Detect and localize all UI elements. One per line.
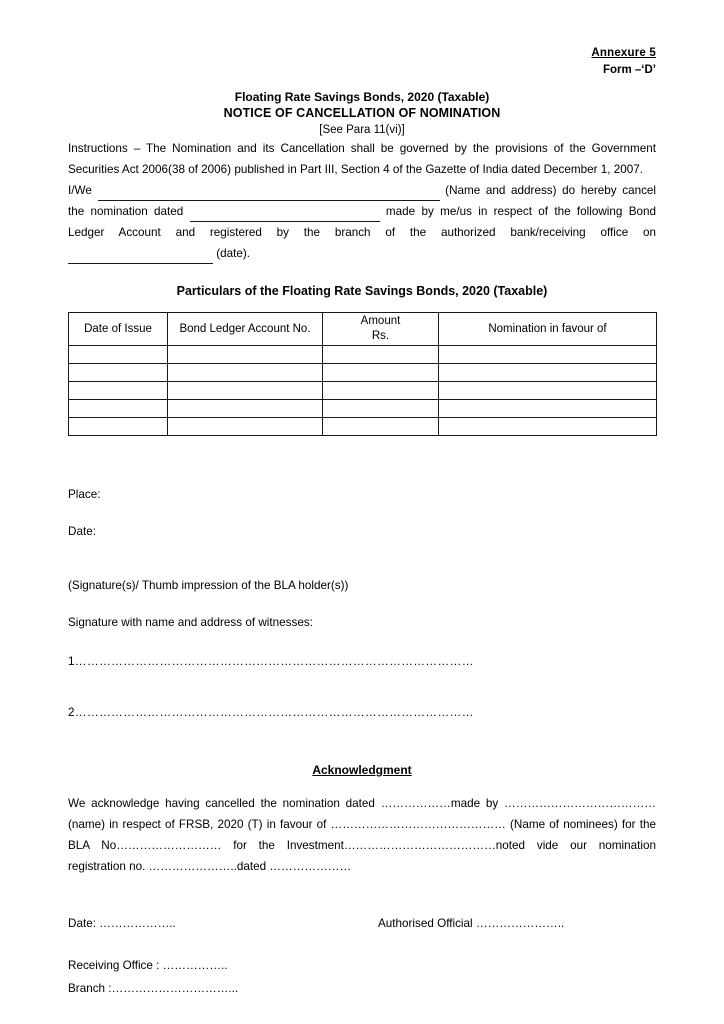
table-row[interactable] (69, 382, 657, 400)
cell-amount[interactable] (323, 400, 439, 418)
cell-amount[interactable] (323, 382, 439, 400)
place-label: Place: (68, 488, 101, 501)
cell-date-of-issue[interactable] (69, 418, 168, 436)
column-header-amount-line2: Rs. (371, 330, 390, 342)
table-body (69, 346, 657, 436)
witness-line-1[interactable]: 1……………………………………………………………………………………… (68, 655, 474, 668)
cell-nomination-in-favour-of[interactable] (439, 346, 657, 364)
authorised-official-field[interactable]: Authorised Official ………………….. (378, 917, 565, 930)
column-header-bond-ledger-account-no: Bond Ledger Account No. (168, 313, 323, 346)
declaration-text-3: made by me/us in respect of the following Bond Ledger Account and registered by the branch of the authorized bank/receiving office on (68, 205, 656, 239)
acknowledgment-heading: Acknowledgment (312, 763, 412, 777)
registration-date-blank[interactable] (68, 251, 213, 264)
table-header-row (69, 313, 657, 346)
cell-bond-ledger-account-no[interactable] (168, 364, 323, 382)
footer-date-field[interactable]: Date: ……………….. (68, 917, 176, 930)
document-header (68, 45, 656, 79)
table-row[interactable] (69, 418, 657, 436)
name-and-address-blank[interactable] (98, 188, 440, 201)
footer-block (68, 913, 656, 999)
footer-row-date-official (68, 913, 656, 934)
cell-bond-ledger-account-no[interactable] (168, 346, 323, 364)
date-label: Date: (68, 525, 96, 538)
title-block (68, 89, 656, 138)
cell-bond-ledger-account-no[interactable] (168, 418, 323, 436)
declaration-text-1: I/We (68, 184, 92, 197)
declaration-paragraph (68, 180, 656, 264)
declaration-text-2: (Name and address) do hereby cancel the nomination dated (68, 184, 657, 218)
document-content (68, 0, 656, 999)
form-label: Form –‘D’ (602, 64, 656, 76)
column-header-amount (323, 313, 439, 346)
cell-date-of-issue[interactable] (69, 346, 168, 364)
acknowledgment-paragraph: We acknowledge having cancelled the nomination dated ………………made by ………………………………… (name) in respect of FRSB, 2020 (T) in favour of ……………………………………… (Name of nominees) for the BLA No……………………… for the Investment…………………………………noted vide our nomination registration no. …………………..dated ………………… (68, 797, 656, 873)
cell-date-of-issue[interactable] (69, 364, 168, 382)
table-row[interactable] (69, 364, 657, 382)
particulars-table (68, 312, 657, 436)
cell-date-of-issue[interactable] (69, 382, 168, 400)
page-title-scheme: Floating Rate Savings Bonds, 2020 (Taxable) (234, 90, 490, 104)
table-row[interactable] (69, 346, 657, 364)
witness-signature-label: Signature with name and address of witnesses: (68, 616, 313, 629)
cell-nomination-in-favour-of[interactable] (439, 400, 657, 418)
instructions-paragraph: Instructions – The Nomination and its Cancellation shall be governed by the provisions of the Government Securities Act 2006(38 of 2006) published in Part III, Section 4 of the Gazette of India dated December 1, 2007. (68, 142, 656, 176)
signature-block (68, 484, 656, 723)
column-header-amount-line1: Amount (360, 315, 401, 327)
cell-amount[interactable] (323, 418, 439, 436)
table-row[interactable] (69, 400, 657, 418)
particulars-heading: Particulars of the Floating Rate Savings Bonds, 2020 (Taxable) (176, 284, 548, 298)
page-title-reference: [See Para 11(vi)] (319, 124, 405, 136)
cell-bond-ledger-account-no[interactable] (168, 400, 323, 418)
cell-nomination-in-favour-of[interactable] (439, 382, 657, 400)
declaration-text-4: (date). (216, 247, 251, 260)
column-header-date-of-issue: Date of Issue (69, 313, 168, 346)
column-header-nomination-in-favour-of: Nomination in favour of (439, 313, 657, 346)
receiving-office-field[interactable]: Receiving Office : …………….. (68, 959, 228, 972)
cell-date-of-issue[interactable] (69, 400, 168, 418)
cell-nomination-in-favour-of[interactable] (439, 418, 657, 436)
witness-line-2[interactable]: 2……………………………………………………………………………………… (68, 706, 474, 719)
cell-bond-ledger-account-no[interactable] (168, 382, 323, 400)
cell-amount[interactable] (323, 364, 439, 382)
cell-amount[interactable] (323, 346, 439, 364)
thumb-impression-label: (Signature(s)/ Thumb impression of the BLA holder(s)) (68, 579, 349, 592)
nomination-date-blank[interactable] (190, 209, 380, 222)
annexure-label: Annexure 5 (591, 47, 656, 59)
page-title-notice: NOTICE OF CANCELLATION OF NOMINATION (223, 106, 501, 120)
branch-field[interactable]: Branch :…………………………... (68, 982, 239, 995)
cell-nomination-in-favour-of[interactable] (439, 364, 657, 382)
